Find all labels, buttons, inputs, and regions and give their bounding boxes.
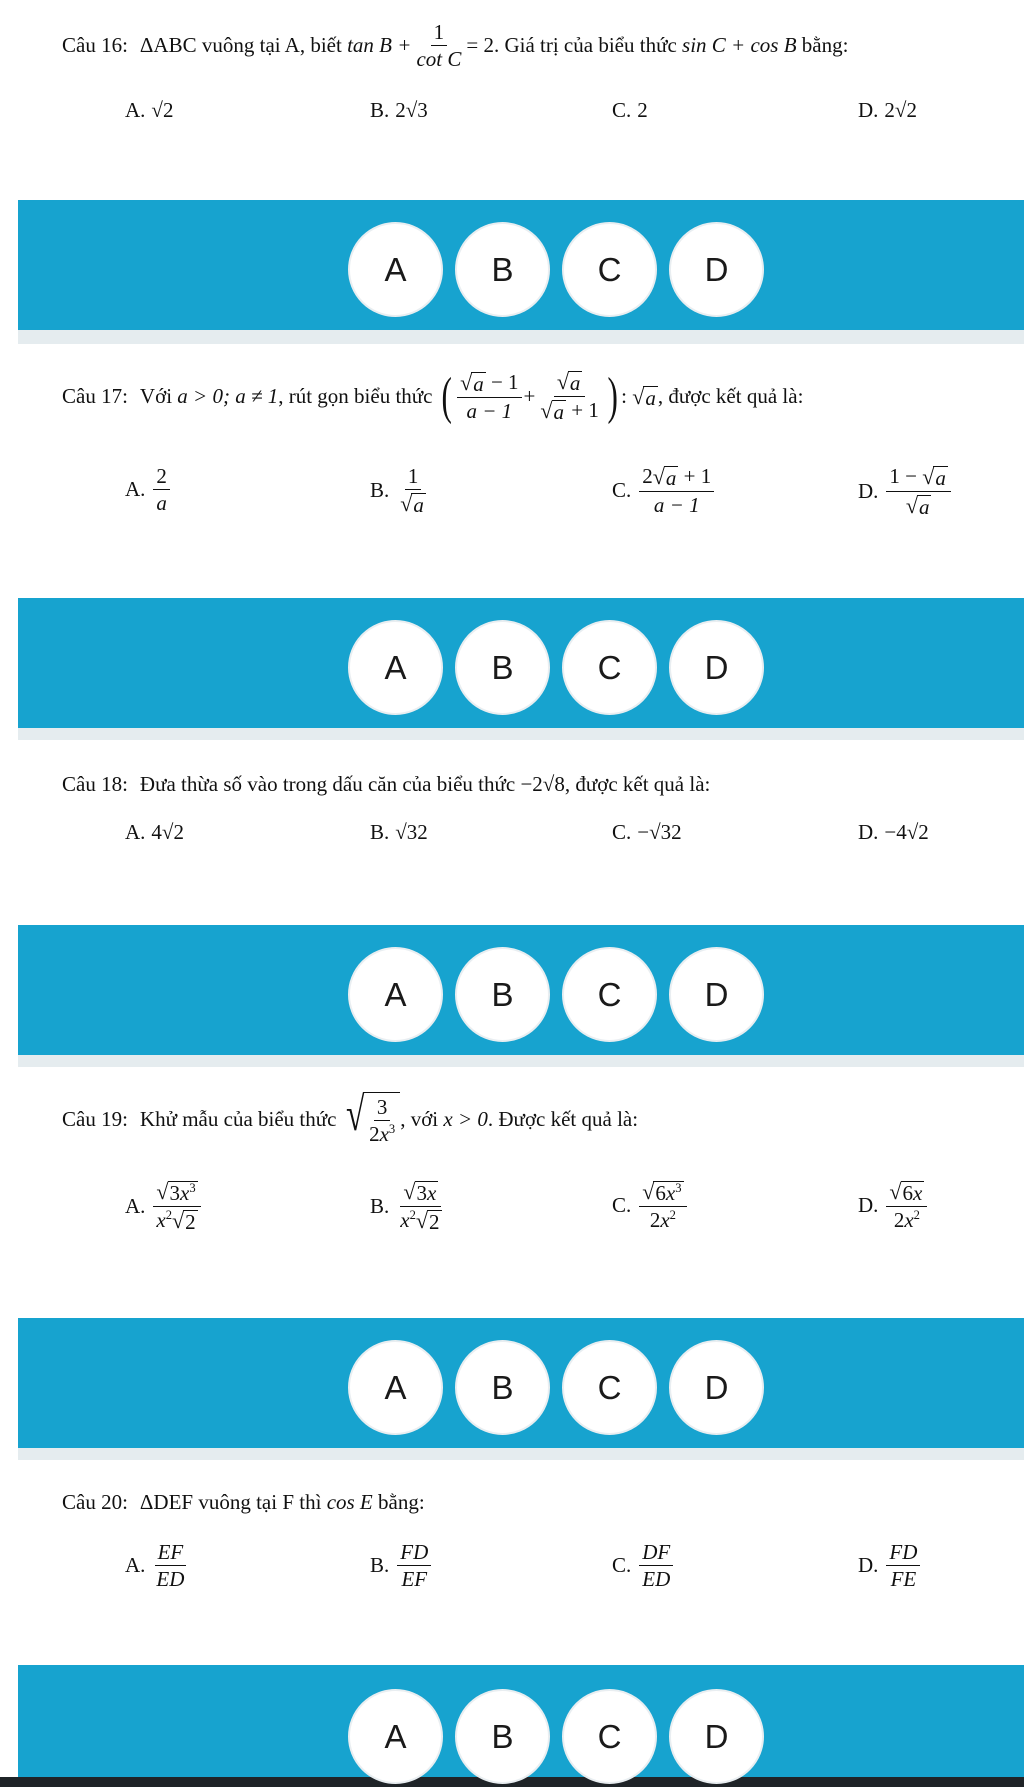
answer-button-b[interactable]: B <box>455 222 550 317</box>
question-text: . Giá trị của biểu thức <box>493 33 677 58</box>
answer-button-b[interactable]: B <box>455 1689 550 1784</box>
option-a: A. √ $3x^3$ $x^2$ √ 2 <box>125 1179 203 1234</box>
divider <box>18 1448 1024 1460</box>
question-text: . Được kết quả là: <box>487 1106 639 1131</box>
option-d: D. −4√2 <box>858 820 929 844</box>
question-text: , rút gọn biểu thức <box>278 384 433 409</box>
option-value: 2√2 <box>884 98 917 122</box>
math-expr: sin C + cos B <box>682 33 797 58</box>
question-19-text <box>62 1088 639 1147</box>
question-text: , được kết quả là: <box>564 772 711 796</box>
answer-button-d[interactable]: D <box>669 222 764 317</box>
question-text: , được kết quả là: <box>657 384 804 409</box>
option-c: C. −√32 <box>612 820 682 844</box>
answer-bar-17 <box>18 598 1024 728</box>
answer-button-a[interactable]: A <box>348 1340 443 1435</box>
question-17-text: Câu 17: Với a > 0; a ≠ 1 , rút gọn biểu thức ( √ a − 1 a − 1 + √ a √ a + 1 ) : √ a , được kết quả là: <box>62 367 804 425</box>
question-text: Với <box>139 384 173 409</box>
option-c: C. 2 √ a + 1 a − 1 <box>612 464 716 517</box>
option-d: D. $\frac{FD}{FE}$ <box>858 1540 922 1591</box>
option-value: √32 <box>395 820 428 844</box>
option-value: 4√2 <box>151 820 184 844</box>
question-label: Câu 17: <box>62 384 128 409</box>
answer-bar-19 <box>18 1318 1024 1448</box>
question-16-text <box>62 20 848 71</box>
answer-button-d[interactable]: D <box>669 1689 764 1784</box>
question-18 <box>0 740 1024 918</box>
divider <box>18 330 1024 344</box>
question-20 <box>0 1460 1024 1660</box>
answer-bar-20 <box>18 1665 1024 1777</box>
math-expr: −2√8 <box>520 772 565 796</box>
math-fraction: √ a √ a + 1 <box>540 369 599 425</box>
question-label: Câu 19: <box>62 1106 128 1131</box>
answer-button-a[interactable]: A <box>348 1689 443 1784</box>
option-value: −4√2 <box>884 820 929 844</box>
math-condition: a > 0; a ≠ 1 <box>177 384 279 409</box>
answer-button-a[interactable]: A <box>348 222 443 317</box>
option-b: B. √32 <box>370 820 428 844</box>
answer-button-d[interactable]: D <box>669 1340 764 1435</box>
question-label: Câu 16: <box>62 33 128 58</box>
math-radical: √ $\frac{3}{2x^3}$ <box>342 1092 400 1146</box>
option-value: 2√3 <box>395 98 428 122</box>
question-18-text <box>62 772 710 797</box>
math-expr: = 2 <box>466 33 494 58</box>
question-label: Câu 20: <box>62 1490 128 1514</box>
divider <box>18 728 1024 740</box>
option-d: D. 2√2 <box>858 98 917 122</box>
answer-button-b[interactable]: B <box>455 947 550 1042</box>
option-c: C. 2 <box>612 98 648 122</box>
option-b: B. √ 3x $x^2$ √ 2 <box>370 1179 440 1235</box>
question-19 <box>0 1067 1024 1310</box>
question-text: , với <box>400 1106 439 1131</box>
question-label: Câu 18: <box>62 772 128 796</box>
answer-bar-18 <box>18 925 1024 1055</box>
option-a: A. √2 <box>125 98 174 122</box>
answer-bar-16 <box>18 200 1024 330</box>
answer-button-d[interactable]: D <box>669 620 764 715</box>
question-text: ΔDEF vuông tại F thì <box>139 1490 322 1514</box>
math-expr: tan B + <box>347 33 412 58</box>
math-expr: cos E <box>326 1490 373 1514</box>
question-text: Đưa thừa số vào trong dấu căn của biểu thức <box>139 772 516 796</box>
question-16 <box>0 0 1024 190</box>
option-b: B. $\frac{FD}{EF}$ <box>370 1540 433 1591</box>
question-17 <box>0 344 1024 589</box>
answer-button-c[interactable]: C <box>562 947 657 1042</box>
answer-button-c[interactable]: C <box>562 1689 657 1784</box>
question-text: bằng: <box>378 1490 425 1514</box>
option-b: B. 2√3 <box>370 98 428 122</box>
option-a: A. 4√2 <box>125 820 184 844</box>
math-condition: x > 0 <box>443 1106 488 1131</box>
option-a: A. $\frac{2}{a}$ <box>125 464 172 515</box>
answer-button-a[interactable]: A <box>348 947 443 1042</box>
math-fraction: $\frac{1}{\text{cot C}}$ <box>416 20 462 72</box>
divider <box>18 1055 1024 1067</box>
answer-button-a[interactable]: A <box>348 620 443 715</box>
option-c: C. $\frac{DF}{ED}$ <box>612 1540 675 1591</box>
option-c: C. √ $6x^3$ $2x^2$ <box>612 1179 689 1232</box>
option-value: 2 <box>637 98 648 122</box>
question-text: bằng: <box>801 33 849 58</box>
answer-button-c[interactable]: C <box>562 222 657 317</box>
answer-button-c[interactable]: C <box>562 620 657 715</box>
answer-button-b[interactable]: B <box>455 1340 550 1435</box>
option-b: B. 1 √ a <box>370 464 424 518</box>
option-value: −√32 <box>637 820 682 844</box>
question-text: Khử mẫu của biểu thức <box>139 1106 337 1131</box>
option-value: √2 <box>151 98 174 122</box>
option-d: D. 1 − √ a √ a <box>858 464 953 519</box>
question-20-text <box>62 1490 425 1515</box>
answer-button-d[interactable]: D <box>669 947 764 1042</box>
option-d: D. √ 6x $2x^2$ <box>858 1179 929 1232</box>
option-a: A. $\frac{EF}{ED}$ <box>125 1540 185 1592</box>
question-text: ΔABC vuông tại A, biết <box>139 33 342 58</box>
answer-button-b[interactable]: B <box>455 620 550 715</box>
answer-button-c[interactable]: C <box>562 1340 657 1435</box>
math-fraction: √ a − 1 a − 1 <box>457 370 521 423</box>
